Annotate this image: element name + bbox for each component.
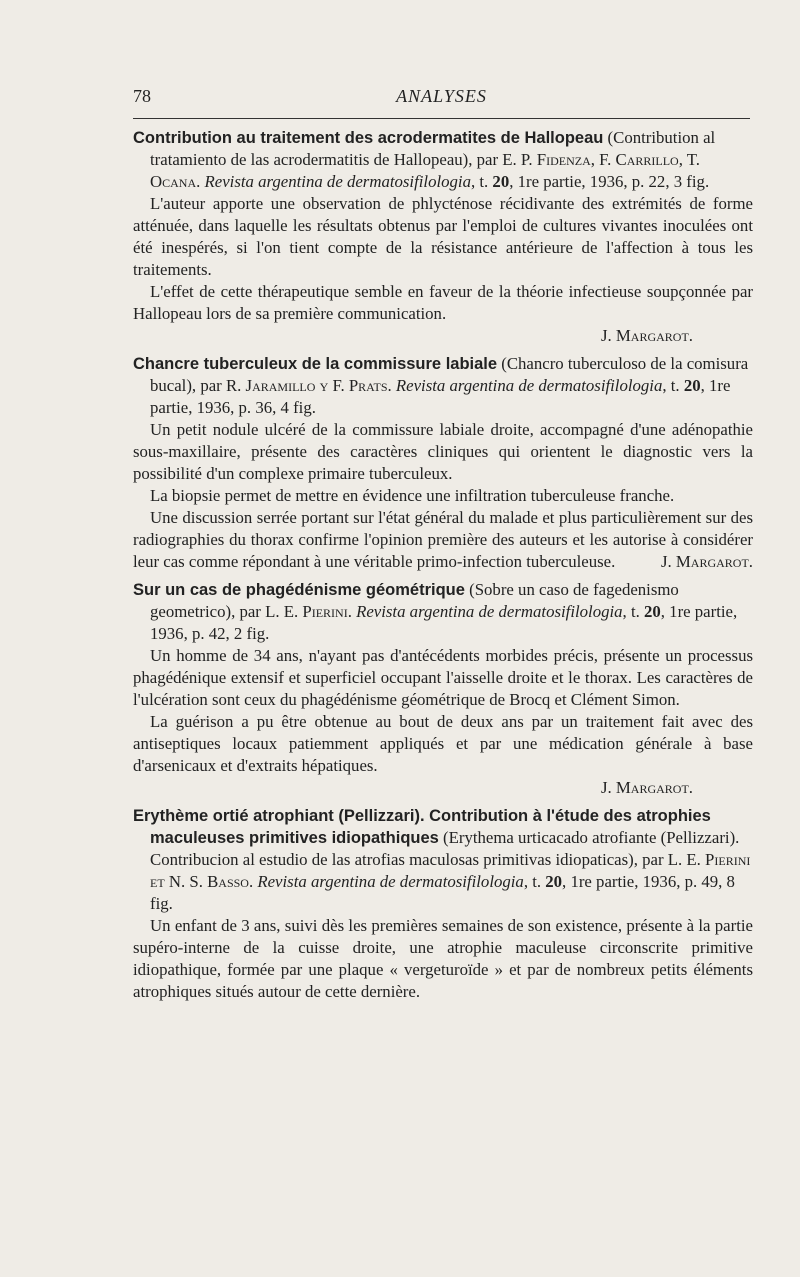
journal-volume: 20 (492, 172, 510, 191)
running-title: ANALYSES (396, 86, 487, 106)
entry-title: Chancre tuberculeux de la commissure labiale (133, 355, 498, 373)
page-header (133, 86, 750, 112)
body-paragraph: L'effet de cette thérapeutique semble en faveur de la théorie infectieuse soupçonnée par Hallopeau lors de sa première communication. (133, 282, 753, 323)
analysis-entry (133, 353, 753, 573)
body-paragraph: La guérison a pu être obtenue au bout de deux ans par un traitement fait avec des antiseptiques locaux patiemment appliqués et par une médication générale à base d'arsenicaux et d'extraits hépatiques. (133, 712, 753, 775)
body-paragraph: Un petit nodule ulcéré de la commissure labiale droite, accompagné d'une adénopathie sous-maxillaire, présente des caractères cliniques qui orientent le diagnostic vers la possibilité d'un complexe primaire tuberculeux. (133, 420, 753, 483)
entry-authors: E. P. Fidenza, F. Carrillo, T. Ocana (150, 150, 701, 191)
entry-title: Contribution au traitement des acrodermatites de Hallopeau (133, 129, 604, 147)
body-paragraph: L'auteur apporte une observation de phlycténose récidivante des extrémités de forme atténuée, dans laquelle les résultats obtenus par l'emploi de cultures vivantes inoculées ont été inespérés, si l'on tient compte de la résistance antérieure de l'affection à tous les traitements. (133, 194, 753, 279)
bibliographic-reference: Chancre tuberculeux de la commissure labiale (Chancro tuberculoso de la comisura bucal), par R. Jaramillo y F. Prats. Revista argentina de dermatosifilologia, t. 20, 1re partie, 1936, p. 36, 4 fig. (133, 354, 749, 417)
header-rule (133, 118, 750, 119)
signature: J. Margarot. (660, 552, 753, 571)
body-paragraph: Une discussion serrée portant sur l'état général du malade et plus particulièrement sur des radiographies du thorax confirme l'opinion première des auteurs et les autorise à considérer leur cas comme répondant à une véritable primo-infection tuberculeuse. J. Margarot. (133, 508, 753, 571)
journal-volume: 20 (644, 602, 661, 621)
entry-authors: L. E. Pierini et N. S. Basso (150, 850, 751, 891)
page-number: 78 (133, 86, 151, 106)
entry-authors: R. Jaramillo y F. Prats (225, 376, 388, 395)
analysis-entry (133, 579, 753, 799)
journal-name: Revista argentina de dermatosifilologia (356, 602, 623, 621)
entry-title: Erythème ortié atrophiant (Pellizzari). Contribution à l'étude des atrophies maculeuses primitives idiopathiques (133, 807, 711, 847)
signature: J. Margarot. (600, 778, 693, 797)
analysis-entry (133, 805, 753, 1003)
signature: J. Margarot. (600, 326, 693, 345)
journal-name: Revista argentina de dermatosifilologia (257, 872, 524, 891)
body-paragraph: La biopsie permet de mettre en évidence une infiltration tuberculeuse franche. (150, 486, 675, 505)
body-paragraph: Un enfant de 3 ans, suivi dès les premières semaines de son existence, présente à la partie supéro-interne de la cuisse droite, une atrophie maculeuse circonscrite primitive idiopathique, formée par une plaque « vergeturoïde » et par de nombreux petits éléments atrophiques situés autour de cette dernière. (133, 916, 753, 1001)
body-paragraph: Un homme de 34 ans, n'ayant pas d'antécédents morbides précis, présente un processus phagédénique extensif et superficiel occupant l'aisselle droite et le thorax. Les caractères de l'ulcération sont ceux du phagédénisme géométrique de Brocq et Clément Simon. (133, 646, 753, 709)
analyses-content (133, 127, 753, 1009)
journal-name: Revista argentina de dermatosifilologia (204, 172, 471, 191)
journal-name: Revista argentina de dermatosifilologia (395, 376, 663, 395)
bibliographic-reference: Erythème ortié atrophiant (Pellizzari). Contribution à l'étude des atrophies maculeuses primitives idiopathiques (Erythema urticacado atrofiante (Pellizzari). Contribucion al estudio de las atrofias maculosas primitivas idiopaticas), par L. E. Pierini et N. S. Basso. Revista argentina de dermatosifilologia, t. 20, 1re partie, 1936, p. 49, 8 fig. (133, 807, 751, 913)
entry-title: Sur un cas de phagédénisme géométrique (133, 581, 465, 599)
entry-authors: L. E. Pierini (265, 602, 348, 621)
journal-volume: 20 (683, 376, 701, 395)
journal-volume: 20 (545, 872, 563, 891)
bibliographic-reference: Contribution au traitement des acrodermatites de Hallopeau (Contribution al tratamiento de las acrodermatitis de Hallopeau), par E. P. Fidenza, F. Carrillo, T. Ocana. Revista argentina de dermatosifilologia, t. 20, 1re partie, 1936, p. 22, 3 fig. (133, 128, 716, 191)
bibliographic-reference: Sur un cas de phagédénisme géométrique (Sobre un caso de fagedenismo geometrico), par L. E. Pierini. Revista argentina de dermatosifilologia, t. 20, 1re partie, 1936, p. 42, 2 fig. (133, 580, 738, 643)
analysis-entry (133, 127, 753, 347)
